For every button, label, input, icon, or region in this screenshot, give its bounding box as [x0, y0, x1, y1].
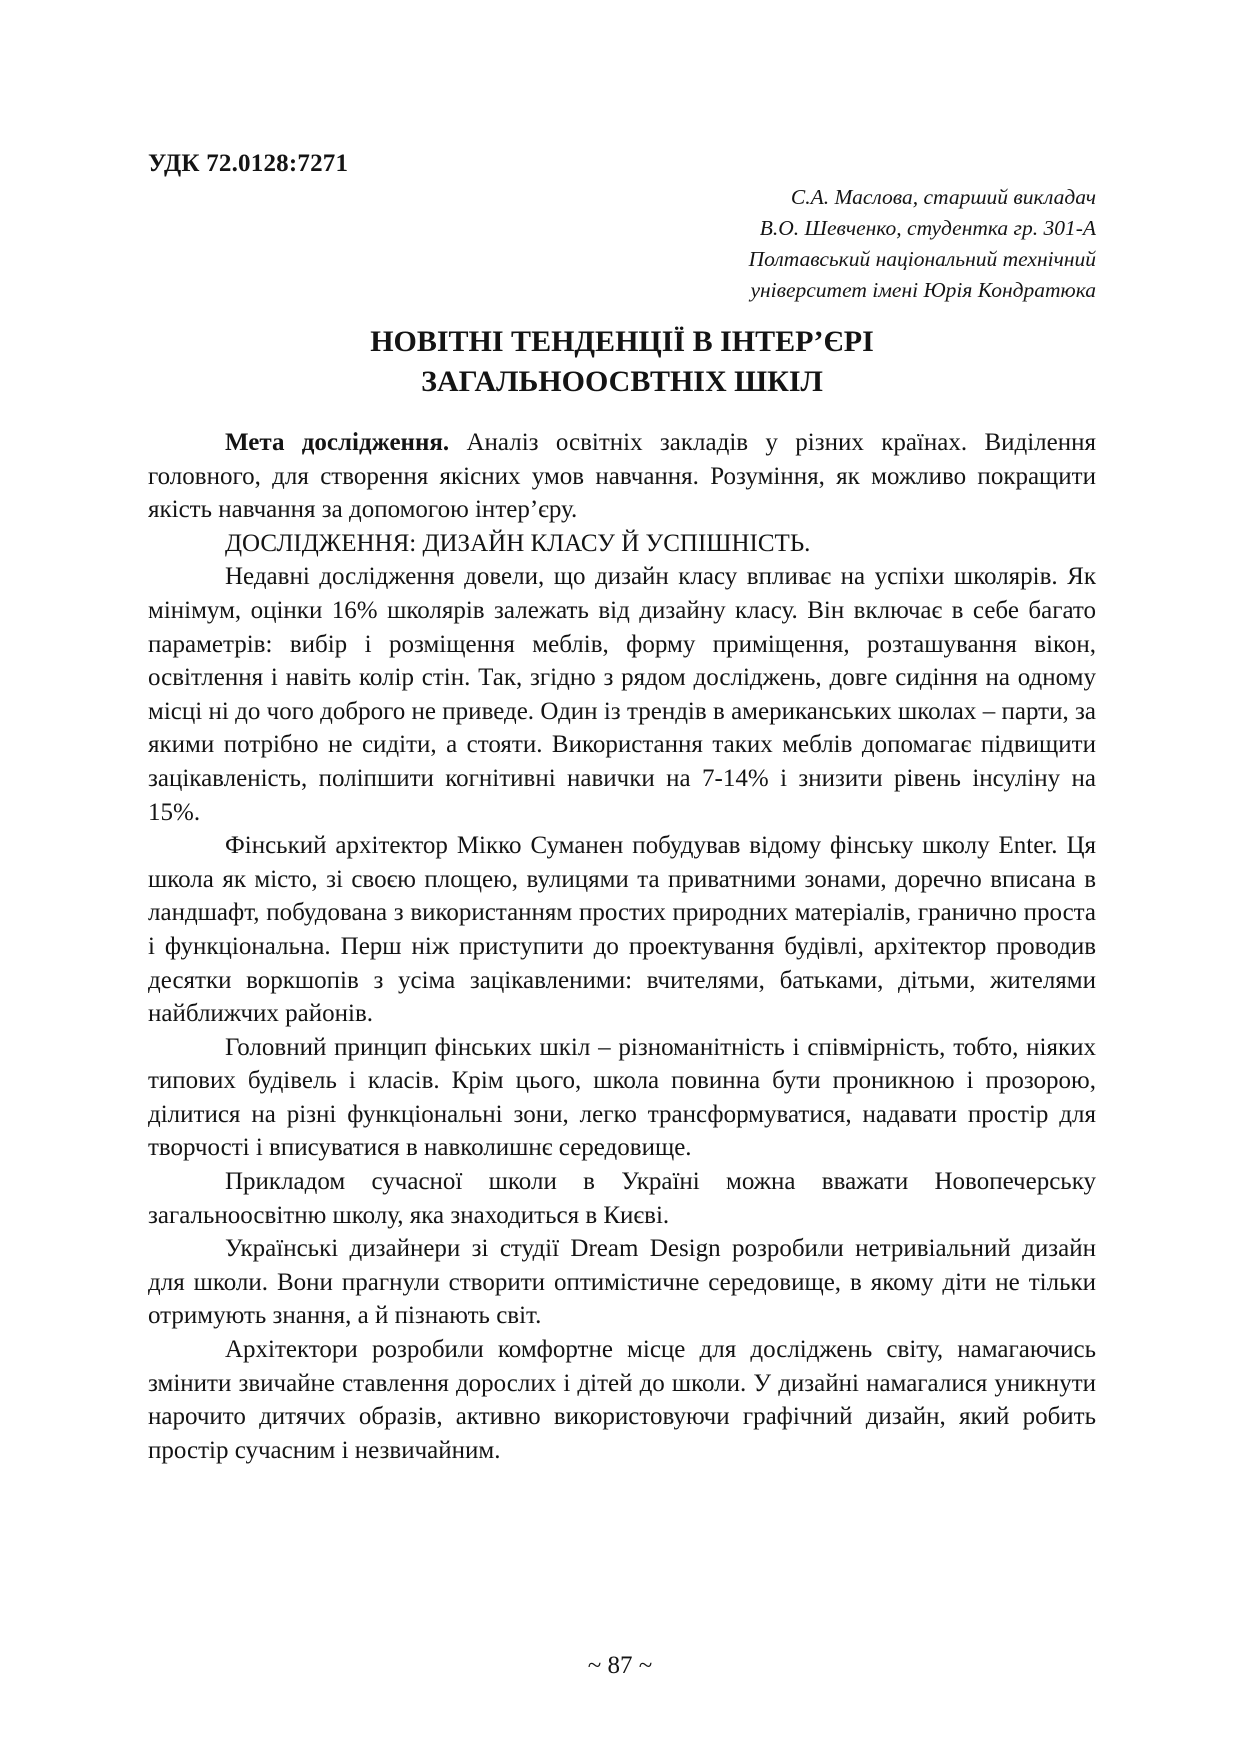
paragraph: Фінський архітектор Мікко Суманен побудував відому фінську школу Enter. Ця школа як місто, зі своєю площею, вулицями та приватними зонами, доречно вписана в ландшафт, побудована з використанням простих природних матеріалів, гранично проста і функціональна. Перш ніж приступити до проектування будівлі, архітектор проводив десятки воркшопів з усіма зацікавленими: вчителями, батьками, дітьми, жителями найближчих районів. [148, 832, 1096, 1028]
paragraph: Українські дизайнери зі студії Dream Design розробили нетривіальний дизайн для школи. Вони прагнули створити оптимістичне середовище, в якому діти не тільки отримують знання, а й пізнають світ. [148, 1235, 1096, 1330]
paragraph-purpose [148, 426, 1096, 527]
page-number: ~ 87 ~ [587, 1652, 653, 1679]
udc-code: УДК 72.0128:7271 [148, 150, 349, 177]
author-line: В.О. Шевченко, студентка гр. 301-А [759, 216, 1096, 240]
paragraph: Прикладом сучасної школи в Україні можна вважати Новопечерську загальноосвітню школу, яка знаходиться в Києві. [148, 1168, 1096, 1229]
author-block [749, 182, 1096, 306]
paragraph: Архітектори розробили комфортне місце для досліджень світу, намагаючись змінити звичайне ставлення дорослих і дітей до школи. У дизайні намагалися уникнути нарочито дитячих образів, активно використовуючи графічний дизайн, який робить простір сучасним і незвичайним. [148, 1336, 1096, 1464]
article-body [148, 426, 1096, 1467]
paragraph: Недавні дослідження довели, що дизайн класу впливає на успіхи школярів. Як мінімум, оцінки 16% школярів залежать від дизайну класу. Він включає в себе багато параметрів: вибір і розміщення меблів, форму приміщення, розташування вікон, освітлення і навіть колір стін. Так, згідно з рядом досліджень, довге сидіння на одному місці ні до чого доброго не приведе. Один із трендів в американських школах – парти, за якими потрібно не сидіти, а стояти. Використання таких меблів допомагає підвищити зацікавленість, поліпшити когнітивні навички на 7-14% і знизити рівень інсуліну на 15%. [148, 563, 1096, 826]
title-line: НОВІТНІ ТЕНДЕНЦІЇ В ІНТЕР’ЄРІ [370, 325, 874, 358]
author-line: С.А. Маслова, старший викладач [790, 185, 1096, 209]
paragraph-text: Аналіз освітніх закладів у різних країнах. Виділення головного, для створення якісних умов навчання. Розуміння, як можливо покращити якість навчання за допомогою інтер’єру. [148, 429, 1096, 524]
paragraph: Головний принцип фінських шкіл – різноманітність і співмірність, тобто, ніяких типових будівель і класів. Крім цього, школа повинна бути проникною і прозорою, ділитися на різні функціональні зони, легко трансформуватися, надавати простір для творчості і вписуватися в навколишнє середовище. [148, 1033, 1096, 1162]
paragraph-lead: Мета дослідження. [225, 429, 450, 456]
title-line: ЗАГАЛЬНООСВТНІХ ШКІЛ [421, 365, 823, 398]
paper-title [148, 322, 1096, 402]
affiliation-line: Полтавський національний технічний [748, 247, 1096, 271]
affiliation-line: університет імені Юрія Кондратюка [750, 278, 1096, 302]
section-heading: ДОСЛІДЖЕННЯ: ДИЗАЙН КЛАСУ Й УСПІШНІСТЬ. [225, 529, 811, 557]
